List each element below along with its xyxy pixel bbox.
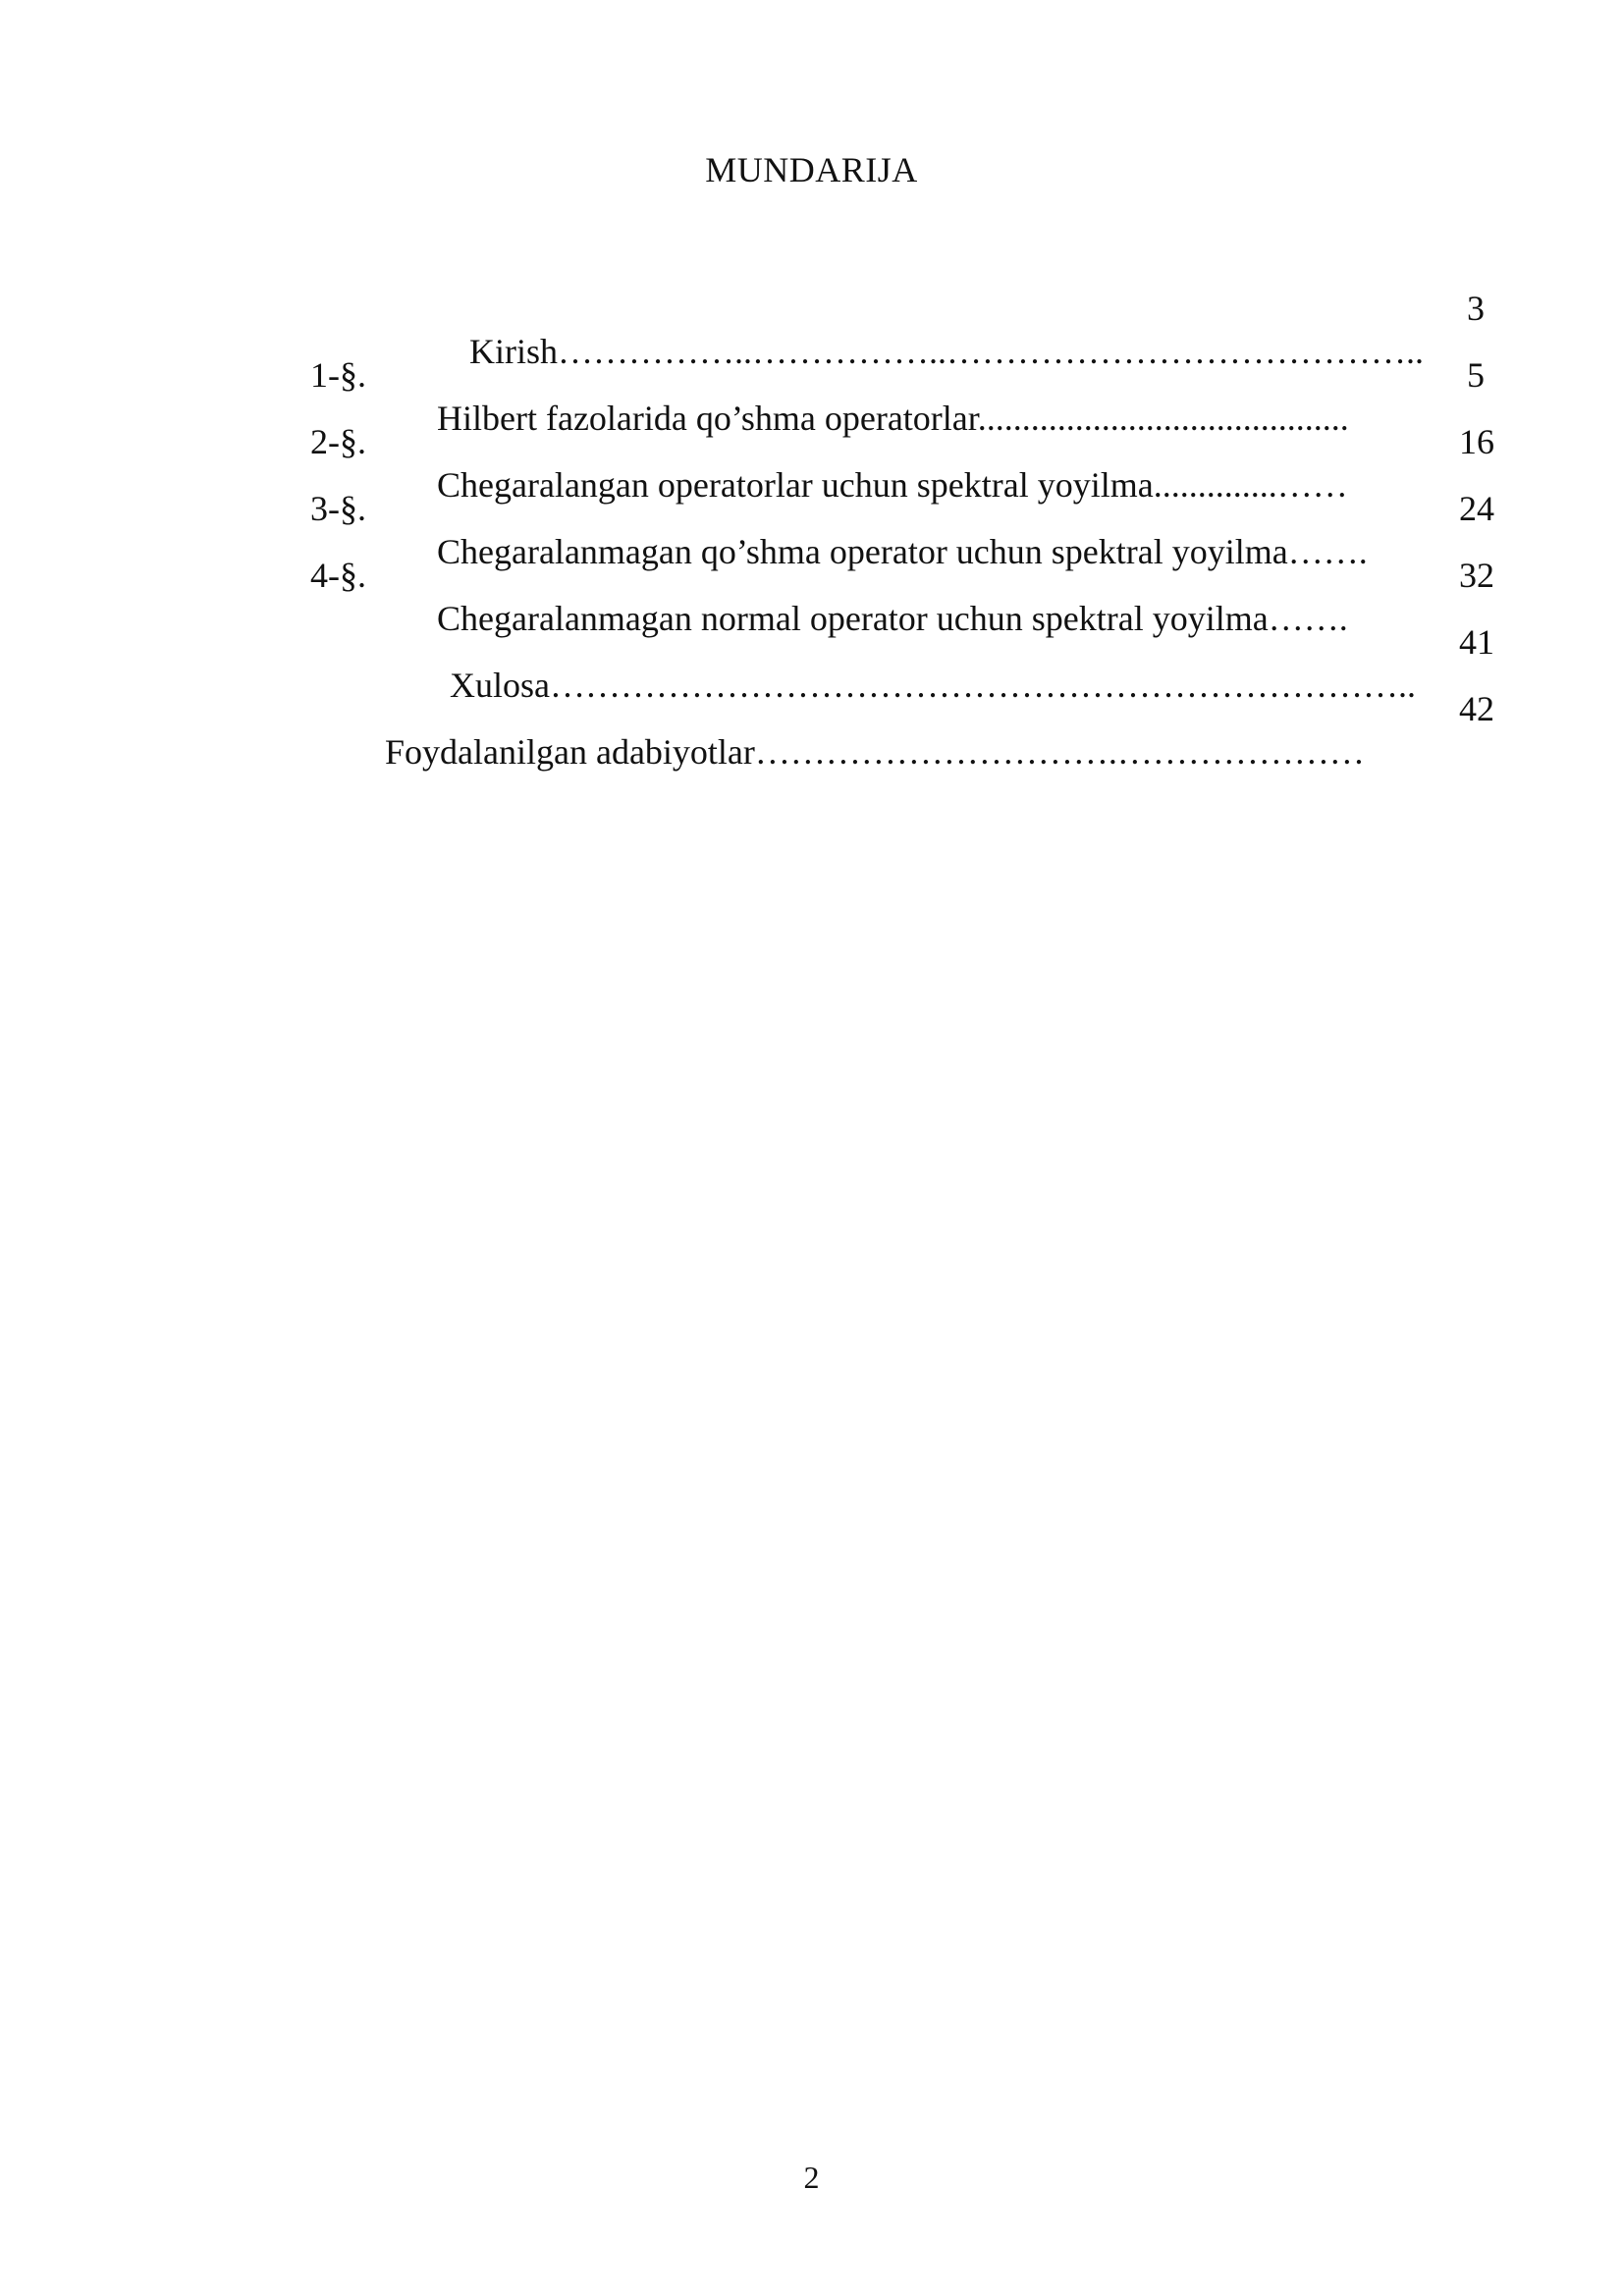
toc-entry-page: 5	[1467, 355, 1485, 395]
toc-entry-text: Chegaralanmagan qo’shma operator uchun spektral yoyilma…….	[437, 532, 1368, 571]
toc-entry-text: Foydalanilgan adabiyotlar………………………….…………………	[385, 732, 1365, 772]
toc-title: MUNDARIJA	[705, 150, 918, 189]
toc-entry-text: Hilbert fazolarida qo’shma operatorlar..........................................	[437, 399, 1349, 438]
toc-entry-text: Chegaralangan operatorlar uchun spektral yoyilma..............……	[437, 465, 1348, 505]
toc-entry-text: Kirish……………..……………..…………………………………..	[469, 332, 1424, 371]
toc-entry-section-2-prefix: 2-§.	[310, 422, 366, 461]
page-number: 2	[803, 2160, 820, 2195]
toc-entry-section-3-prefix: 3-§.	[310, 489, 366, 528]
toc-entry-section-1-prefix: 1-§.	[310, 355, 366, 395]
toc-entry-section-4-prefix: 4-§.	[310, 556, 366, 595]
toc-entry-page: 24	[1459, 489, 1494, 528]
toc-entry-page: 3	[1467, 289, 1485, 328]
toc-entry-page: 41	[1459, 622, 1494, 662]
toc-entry-page: 32	[1459, 556, 1494, 595]
toc-entry-text: Xulosa………………………………………………………………..	[450, 666, 1416, 705]
toc-entry-references	[350, 687, 1365, 817]
toc-entry-page: 42	[1459, 689, 1494, 728]
toc-entry-page: 16	[1459, 422, 1494, 461]
toc-entry-text: Chegaralanmagan normal operator uchun spektral yoyilma…….	[437, 599, 1348, 638]
